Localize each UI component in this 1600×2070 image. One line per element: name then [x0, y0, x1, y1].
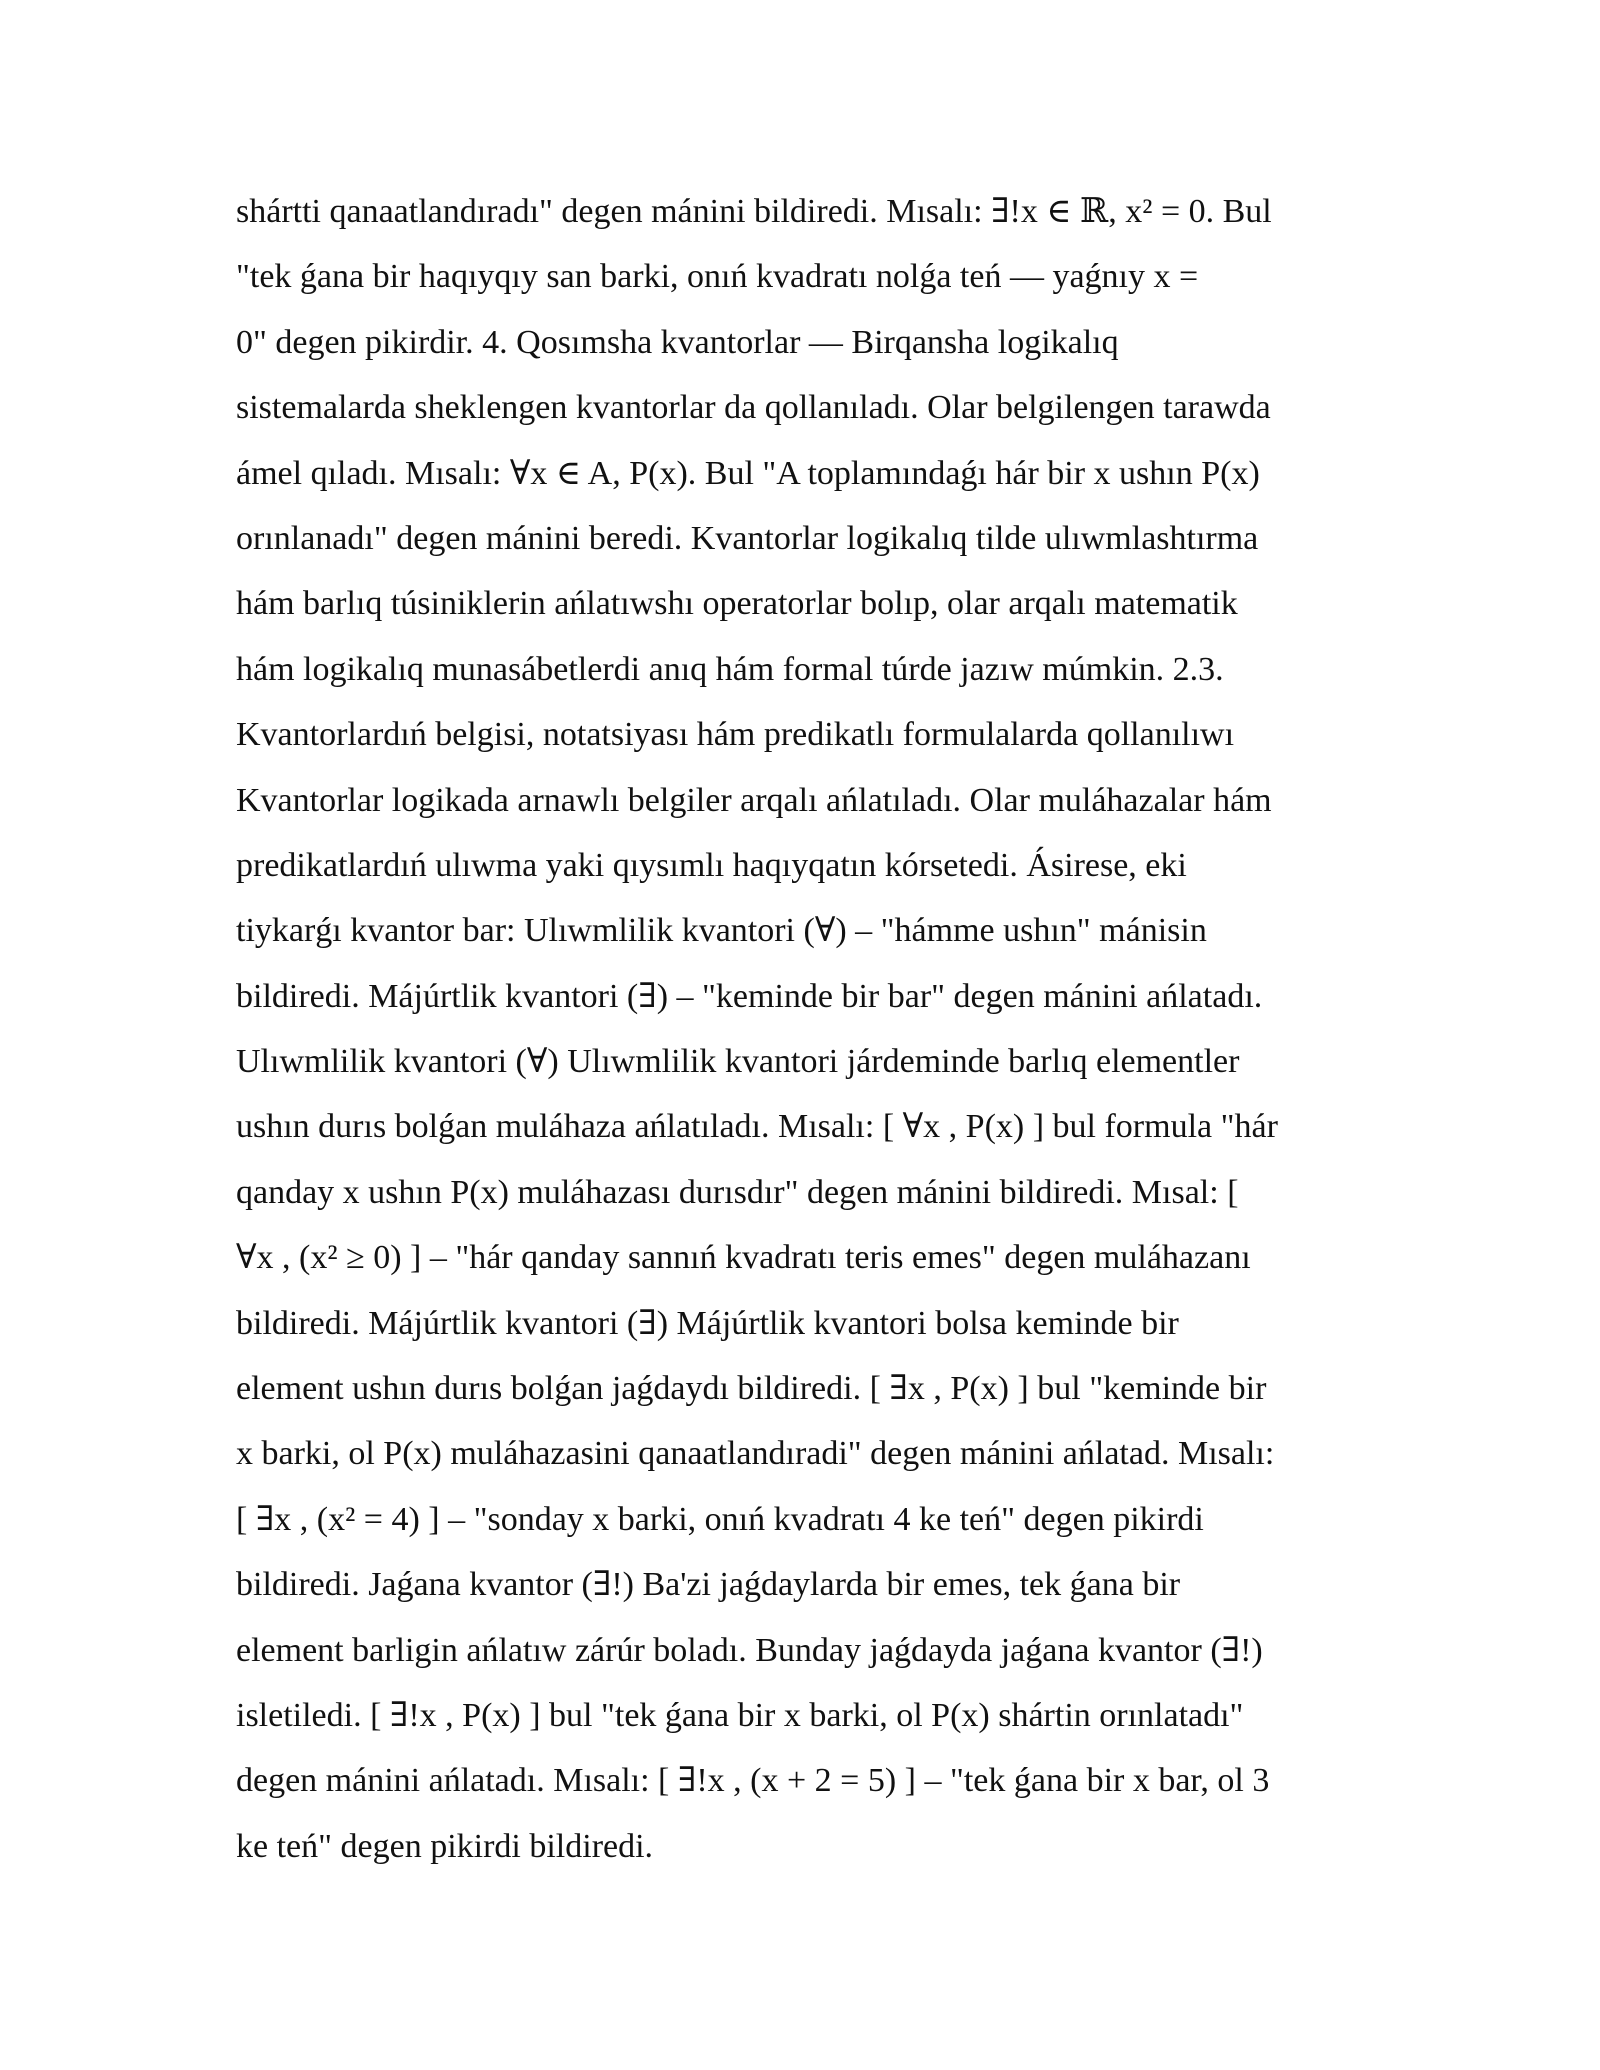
text-line: isletiledi. [ ∃!x , P(x) ] bul "tek ǵana bir x barki, ol P(x) shártin orınlatadı" — [236, 1696, 1244, 1734]
text-line: element ushın durıs bolǵan jaǵdaydı bildiredi. [ ∃x , P(x) ] bul "keminde bir — [236, 1370, 1267, 1408]
body-text — [236, 184, 1386, 1884]
text-line: shártti qanaatlandıradı" degen mánini bildiredi. Mısalı: ∃!x ∈ ℝ, x² = 0. Bul — [236, 193, 1272, 230]
text-line: orınlanadı" degen mánini beredi. Kvantorlar logikalıq tilde ulıwmlashtırma — [236, 519, 1259, 557]
text-line: degen mánini ańlatadı. Mısalı: [ ∃!x , (x + 2 = 5) ] – "tek ǵana bir x bar, ol 3 — [236, 1762, 1270, 1800]
text-line: element barligin ańlatıw zárúr boladı. Bunday jaǵdayda jaǵana kvantor (∃!) — [236, 1631, 1263, 1669]
text-line: bildiredi. Májúrtlik kvantori (∃) Májúrtlik kvantori bolsa keminde bir — [236, 1304, 1179, 1342]
text-line: qanday x ushın P(x) muláhazası durısdır" degen mánini bildiredi. Mısal: [ — [236, 1173, 1239, 1211]
text-line: tiykarǵı kvantor bar: Ulıwmlilik kvantori (∀) – "hámme ushın" mánisin — [236, 912, 1207, 950]
text-line: x barki, ol P(x) muláhazasini qanaatlandıradi" degen mánini ańlatad. Mısalı: — [236, 1435, 1275, 1473]
text-line: bildiredi. Májúrtlik kvantori (∃) – "keminde bir bar" degen mánini ańlatadı. — [236, 977, 1263, 1015]
text-line: ke teń" degen pikirdi bildiredi. — [236, 1827, 654, 1865]
text-line: Kvantorlardıń belgisi, notatsiyası hám predikatlı formulalarda qollanılıwı — [236, 716, 1235, 754]
text-line: ámel qıladı. Mısalı: ∀x ∈ A, P(x). Bul "A toplamındaǵı hár bir x ushın P(x) — [236, 454, 1260, 492]
text-line: hám logikalıq munasábetlerdi anıq hám formal túrde jazıw múmkin. 2.3. — [236, 650, 1224, 688]
text-line: ∀x , (x² ≥ 0) ] – "hár qanday sannıń kvadratı teris emes" degen muláhazanı — [236, 1239, 1251, 1277]
text-line: predikatlardıń ulıwma yaki qıysımlı haqıyqatın kórsetedi. Ásirese, eki — [236, 846, 1187, 884]
text-line: Ulıwmlilik kvantori (∀) Ulıwmlilik kvantori járdeminde barlıq elementler — [236, 1043, 1240, 1081]
text-line: sistemalarda sheklengen kvantorlar da qollanıladı. Olar belgilengen tarawda — [236, 389, 1271, 427]
text-line: [ ∃x , (x² = 4) ] – "sonday x barki, onıń kvadratı 4 ke teń" degen pikirdi — [236, 1500, 1204, 1538]
text-line: 0" degen pikirdir. 4. Qosımsha kvantorlar — Birqansha logikalıq — [236, 323, 1119, 361]
text-line: Kvantorlar logikada arnawlı belgiler arqalı ańlatıladı. Olar muláhazalar hám — [236, 781, 1272, 819]
text-line: hám barlıq túsiniklerin ańlatıwshı operatorlar bolıp, olar arqalı matematik — [236, 585, 1238, 623]
text-line: bildiredi. Jaǵana kvantor (∃!) Ba'zi jaǵdaylarda bir emes, tek ǵana bir — [236, 1566, 1181, 1604]
text-line: ushın durıs bolǵan muláhaza ańlatıladı. Mısalı: [ ∀x , P(x) ] bul formula "hár — [236, 1108, 1278, 1146]
text-line: "tek ǵana bir haqıyqıy san barki, onıń kvadratı nolǵa teń — yaǵnıy x = — [236, 258, 1199, 296]
